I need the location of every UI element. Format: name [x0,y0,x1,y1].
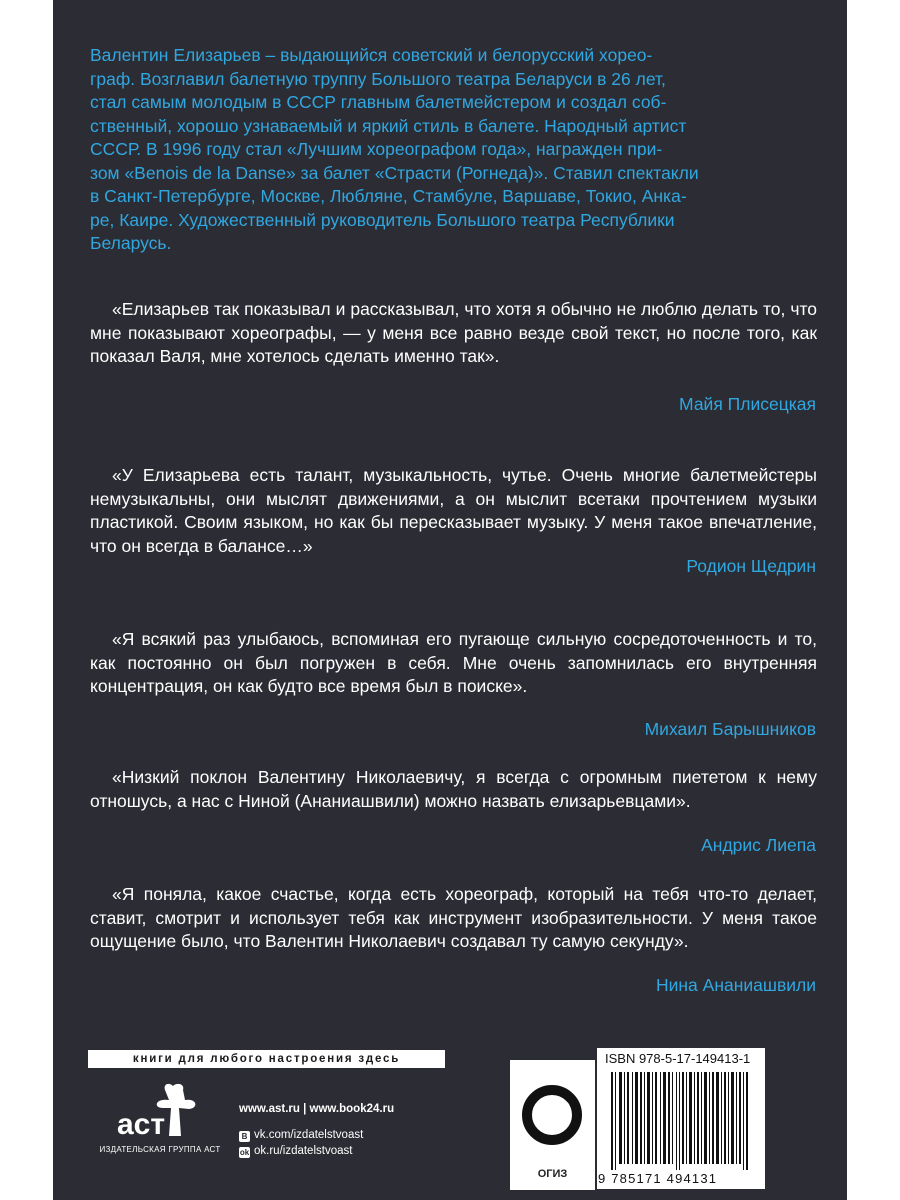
ok-link [239,1145,352,1158]
intro-line: ственный, хорошо узнаваемый и яркий стиль в балете. Народный артист [90,115,687,136]
tagline-strip: книги для любого настроения здесь [88,1050,445,1068]
quote-author: Майя Плисецкая [679,394,816,414]
websites-text: www.ast.ru | www.book24.ru [239,1103,395,1115]
intro-line: Валентин Елизарьев – выдающийся советский и белорусский хорео- [90,45,653,65]
intro-line: СССР. В 1996 году стал «Лучшим хореографом года», награжден при- [90,139,663,159]
intro-line: граф. Возглавил балетную труппу Большого театра Беларуси в 26 лет, [90,68,666,89]
vk-icon: B [239,1131,250,1142]
quote-text: «Елизарьев так показывал и рассказывал, что хотя я обычно не люблю делать то, что мне показывают хореографы, — у меня все равно везде свой текст, но после того, как показал Валя, мне хотелось сделать именно так». [90,299,817,366]
intro-line: стал самым молодым в СССР главным балетмейстером и создал соб- [90,92,667,112]
quote-text: «Низкий поклон Валентину Николаевичу, я всегда с огромным пиететом к нему отношусь, а нас с Ниной (Ананиашвили) можно назвать елизарьевцами». [90,767,817,811]
intro-line: ре, Каире. Художественный руководитель Большого театра Республики [90,209,675,230]
quote-text: «Я всякий раз улыбаюсь, вспоминая его пугающе сильную сосредоточенность и то, как постоянно он был погружен в себя. Мне очень запомнилась его внутренняя концентрация, он как будто все время был в поиске». [90,629,817,696]
ok-icon: ok [239,1148,250,1157]
ast-logo-text: аст [117,1108,166,1141]
intro-line: зом «Benois de la Danse» за балет «Страсти (Рогнеда)». Ставил спектакли [90,162,699,183]
intro-line: Беларусь. [90,233,172,253]
quote-ananiashvili [90,883,817,954]
vk-link [239,1129,363,1142]
barcode-icon [597,1048,765,1189]
quote-author: Андрис Лиепа [701,835,816,855]
barcode-panel [597,1048,765,1189]
quote-author: Михаил Барышников [644,719,816,739]
quote-text: «У Елизарьева есть талант, музыкальность, чутье. Очень многие балетмейстеры немузыкальны, они мыслят движениями, а он мыслит всетаки прочтением музыки пластикой. Своим языком, но как бы пересказывает музыку. У меня такое впечатление, что он всегда в балансе…» [90,465,817,556]
quote-liepa [90,766,817,813]
intro-paragraph [90,44,812,256]
quote-baryshnikov [90,628,817,699]
quote-plisetskaya [90,298,817,369]
publisher-caption: ИЗДАТЕЛЬСКАЯ ГРУППА АСТ [99,1145,221,1154]
ok-url: ok.ru/izdatelstvoast [254,1145,353,1157]
intro-line: в Санкт-Петербурге, Москве, Любляне, Стамбуле, Варшаве, Токио, Анка- [90,186,687,206]
isbn-text: ISBN 978-5-17-149413-1 [605,1051,751,1066]
quote-shchedrin [90,464,817,558]
quote-text: «Я поняла, какое счастье, когда есть хореограф, который на тебя что-то делает, ставит, смотрит и использует тебя как инструмент изобразительности. У меня такое ощущение было, что Валентин Николаевич создавал ту самую секунду». [90,884,817,951]
quote-author: Родион Щедрин [686,556,816,576]
barcode-number: 9 785171 494131 [598,1171,718,1186]
ogiz-label: ОГИЗ [537,1168,568,1180]
vk-url: vk.com/izdatelstvoast [254,1129,364,1141]
quote-author: Нина Ананиашвили [655,975,816,995]
